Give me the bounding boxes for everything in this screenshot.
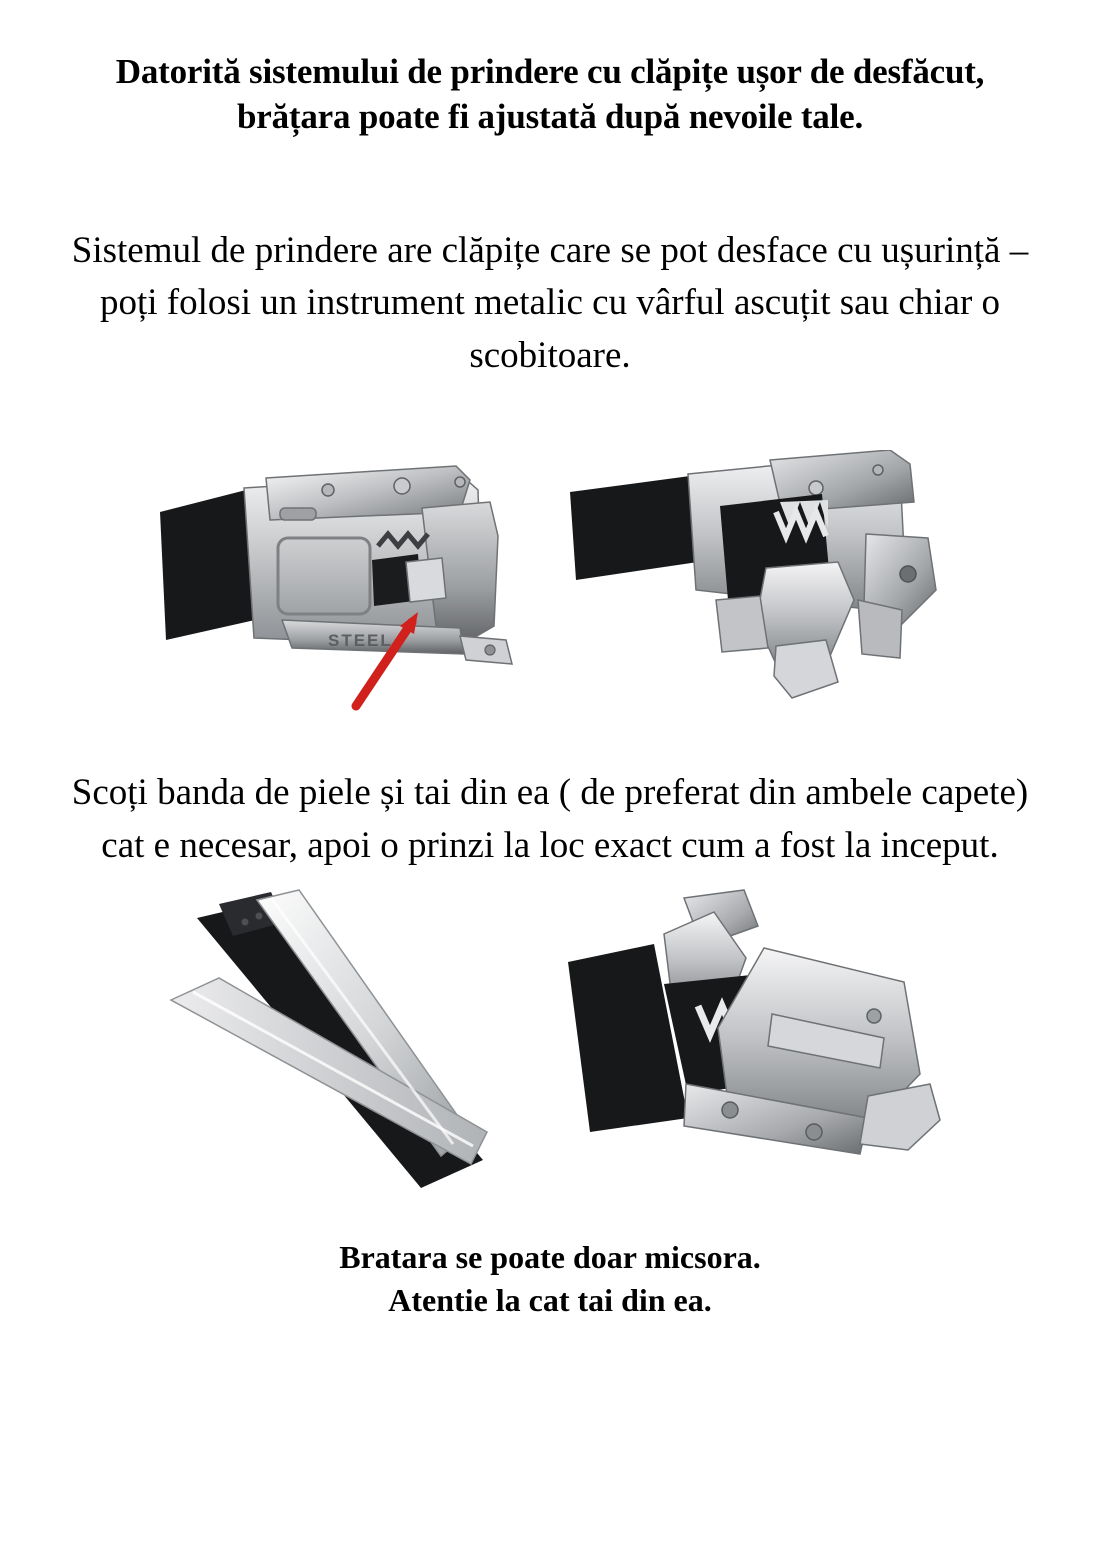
- footer-note: [0, 1236, 1100, 1322]
- figure-leather-strap-cutting: [153, 888, 518, 1208]
- page-heading: Datorită sistemului de prindere cu clăpițe ușor de desfăcut, brățara poate fi ajustată după nevoile tale.: [115, 52, 985, 136]
- paragraph-clasp-instructions: Sistemul de prindere are clăpițe care se pot desface cu ușurință – poți folosi un instrument metalic cu vârful ascuțit sau chiar o scobitoare.: [71, 229, 1029, 376]
- footer-line-2: Atentie la cat tai din ea.: [388, 1282, 712, 1319]
- footer-line-1: Bratara se poate doar micsora.: [339, 1239, 761, 1276]
- figure-clasp-open-side-view: [568, 888, 948, 1178]
- figure-clasp-closed-with-arrow: [160, 450, 520, 715]
- figure-clasp-open-teeth: [570, 450, 940, 735]
- figure-row-bottom: [0, 888, 1100, 1208]
- steel-stamp-text: STEEL: [328, 631, 393, 651]
- paragraph-strap-cutting: Scoți banda de piele și tai din ea ( de preferat din ambele capete) cat e necesar, apoi o prinzi la loc exact cum a fost la inceput.: [71, 772, 1029, 866]
- figure-row-top: [0, 450, 1100, 735]
